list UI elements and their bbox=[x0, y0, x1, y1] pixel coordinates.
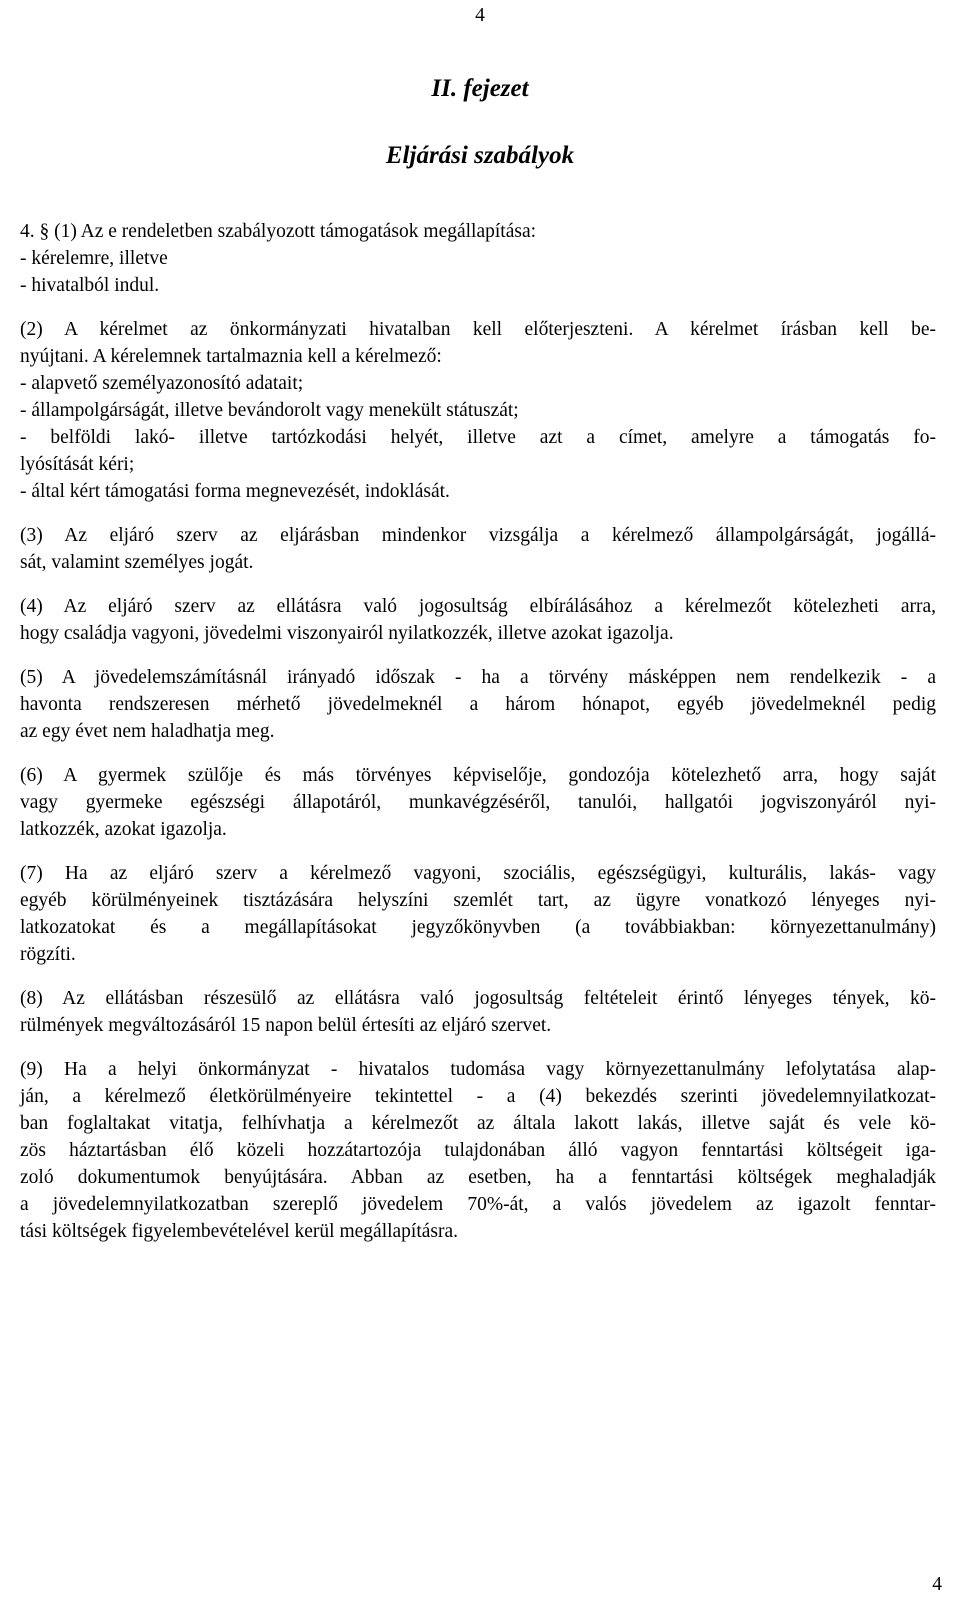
paragraph-line: a jövedelemnyilatkozatban szereplő jövedelem 70%-át, a valós jövedelem az igazolt fenntar- bbox=[20, 1194, 936, 1215]
paragraph-line: tási költségek figyelembevételével kerül megállapításra. bbox=[20, 1221, 459, 1242]
section-4-intro: 4. § (1) Az e rendeletben szabályozott támogatások megállapítása: bbox=[20, 221, 537, 242]
paragraph-line: (6) A gyermek szülője és más törvényes képviselője, gondozója kötelezhető arra, hogy saját bbox=[20, 765, 936, 786]
section-4-paragraph-5 bbox=[20, 664, 936, 745]
paragraph-line: latkozzék, azokat igazolja. bbox=[20, 819, 227, 840]
paragraph-line: (2) A kérelmet az önkormányzati hivatalban kell előterjeszteni. A kérelmet írásban kell be- bbox=[20, 319, 936, 340]
paragraph-line: nyújtani. A kérelemnek tartalmaznia kell a kérelmező: bbox=[20, 346, 442, 367]
paragraph-line: (5) A jövedelemszámításnál irányadó időszak - ha a törvény másképpen nem rendelkezik - a bbox=[20, 667, 936, 688]
section-4-paragraph-9 bbox=[20, 1056, 936, 1245]
page-number-top: 4 bbox=[475, 5, 485, 26]
paragraph-line: (3) Az eljáró szerv az eljárásban mindenkor vizsgálja a kérelmező állampolgárságát, jogállá- bbox=[20, 525, 936, 546]
list-item: - alapvető személyazonosító adatait; bbox=[20, 373, 304, 394]
chapter-title: Eljárási szabályok bbox=[385, 142, 575, 169]
section-4-paragraph-1 bbox=[20, 218, 936, 299]
paragraph-line: (7) Ha az eljáró szerv a kérelmező vagyoni, szociális, egészségügyi, kulturális, lakás- vagy bbox=[20, 863, 936, 884]
paragraph-line: ban foglaltakat vitatja, felhívhatja a kérelmezőt az általa lakott lakás, illetve saját és vele kö- bbox=[20, 1113, 936, 1134]
list-item: - által kért támogatási forma megnevezését, indoklását. bbox=[20, 481, 450, 502]
list-item: - állampolgárságát, illetve bevándorolt vagy menekült státuszát; bbox=[20, 400, 519, 421]
paragraph-line: (8) Az ellátásban részesülő az ellátásra való jogosultság feltételeit érintő lényeges tények, kö- bbox=[20, 988, 936, 1009]
paragraph-line: ján, a kérelmező életkörülményeire tekintettel - a (4) bekezdés szerinti jövedelemnyilatkozat- bbox=[20, 1086, 936, 1107]
paragraph-line: hogy családja vagyoni, jövedelmi viszonyairól nyilatkozzék, illetve azokat igazolja. bbox=[20, 623, 674, 644]
paragraph-line: az egy évet nem haladhatja meg. bbox=[20, 721, 275, 742]
document-body bbox=[20, 218, 936, 1245]
section-4-item: - kérelemre, illetve bbox=[20, 248, 168, 269]
paragraph-line: vagy gyermeke egészségi állapotáról, munkavégzéséről, tanulói, hallgatói jogviszonyáról nyi- bbox=[20, 792, 936, 813]
paragraph-line: latkozatokat és a megállapításokat jegyzőkönyvben (a továbbiakban: környezettanulmány) bbox=[20, 917, 936, 938]
list-item: - belföldi lakó- illetve tartózkodási helyét, illetve azt a címet, amelyre a támogatás fo- bbox=[20, 427, 936, 448]
paragraph-line: (4) Az eljáró szerv az ellátásra való jogosultság elbírálásához a kérelmezőt kötelezheti arra, bbox=[20, 596, 936, 617]
chapter-number: II. fejezet bbox=[431, 75, 529, 102]
paragraph-line: sát, valamint személyes jogát. bbox=[20, 552, 254, 573]
section-4-paragraph-8 bbox=[20, 985, 936, 1039]
paragraph-line: rülmények megváltozásáról 15 napon belül értesíti az eljáró szervet. bbox=[20, 1015, 552, 1036]
section-4-item: - hivatalból indul. bbox=[20, 275, 160, 296]
section-4-paragraph-6 bbox=[20, 762, 936, 843]
list-item: lyósítását kéri; bbox=[20, 454, 135, 475]
page-number-bottom: 4 bbox=[932, 1574, 942, 1595]
paragraph-line: (9) Ha a helyi önkormányzat - hivatalos tudomása vagy környezettanulmány lefolytatása alap- bbox=[20, 1059, 936, 1080]
section-4-paragraph-3 bbox=[20, 522, 936, 576]
paragraph-line: zös háztartásban élő közeli hozzátartozója tulajdonában álló vagyon fenntartási költségeit iga- bbox=[20, 1140, 936, 1161]
paragraph-line: egyéb körülményeinek tisztázására helyszíni szemlét tart, az ügyre vonatkozó lényeges nyi- bbox=[20, 890, 936, 911]
paragraph-line: zoló dokumentumok benyújtására. Abban az esetben, ha a fenntartási költségek meghaladják bbox=[20, 1167, 936, 1188]
section-4-paragraph-7 bbox=[20, 860, 936, 968]
section-4-paragraph-4 bbox=[20, 593, 936, 647]
section-4-paragraph-2 bbox=[20, 316, 936, 505]
paragraph-line: rögzíti. bbox=[20, 944, 76, 965]
paragraph-line: havonta rendszeresen mérhető jövedelmeknél a három hónapot, egyéb jövedelmeknél pedig bbox=[20, 694, 936, 715]
